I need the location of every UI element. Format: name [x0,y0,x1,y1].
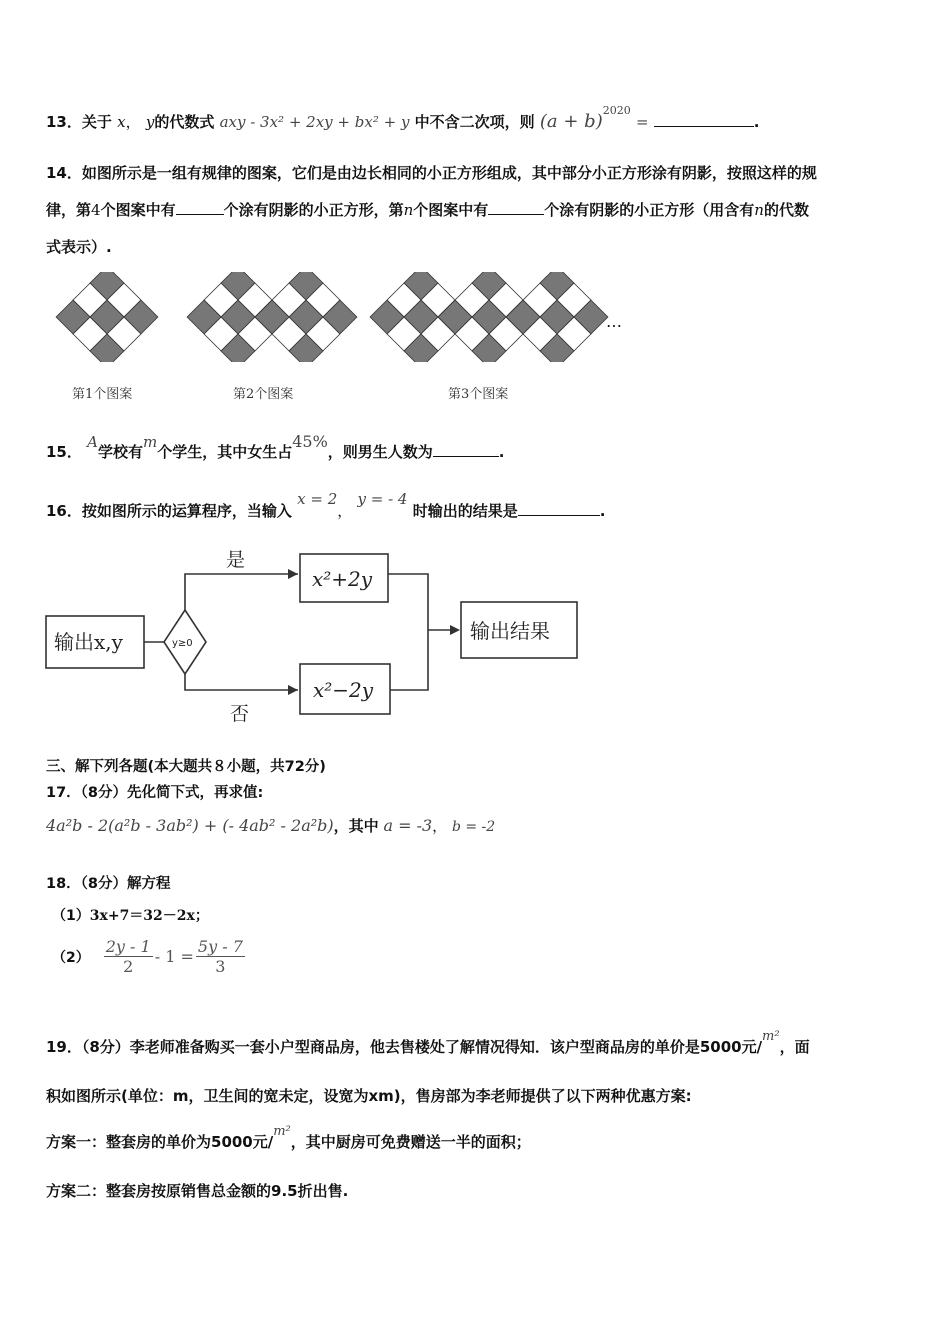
q13-number: 13． [46,113,82,131]
q18-part2: （2） $\frac{2y - 1}{2}$ - 1 = $\frac{5y - 7}{3}$ [52,937,243,976]
q17-header: 17．（8分）先化简下式，再求值: [46,785,264,801]
q16: 16．按如图所示的运算程序，当输入 x = 2， y = - 4 时输出的结果是 . [46,490,606,520]
pattern-2 [187,272,357,362]
q13-var-y: y [145,113,155,131]
q15: 15． A学校有m个学生，其中女生占45%，则男生人数为 . [46,432,505,461]
q13-expression: axy - 3x² + 2xy + bx² + y [219,113,410,131]
q14-patterns [50,272,650,362]
q14-blank-1[interactable] [176,200,224,215]
q17-body: 4a²b - 2(a²b - 3ab²) + (- 4ab² - 2a²b)，其中 a = -3， b = -2 [46,816,496,835]
q13-answer-blank[interactable] [654,112,754,127]
q13-power-base: $(a + b)^{2020}$ [539,104,631,132]
q19-line1: 19．（8分）李老师准备购买一套小户型商品房，他去售楼处了解情况得知．该户型商品房的单价是5000元/m²，面 [46,1029,810,1056]
q18-fraction-2: $\frac{5y - 7}{3}$ [197,937,243,976]
q19-plan1: 方案一：整套房的单价为5000元/m²，其中厨房可免费赠送一半的面积； [46,1124,531,1151]
flow-top-expr: x²+2y [312,567,373,591]
q14-blank-2[interactable] [488,200,544,215]
q15-answer-blank[interactable] [433,442,499,457]
q14-line3: 式表示）. [46,238,112,256]
flow-bottom-expr: x²−2y [313,678,374,702]
pattern-3 [370,272,608,362]
q14-number: 14． [46,164,82,182]
q17-expression: 4a²b - 2(a²b - 3ab²) + (- 4ab² - 2a²b) [46,816,334,835]
q16-flowchart [40,540,590,730]
q14-caption-2: 第2个图案 [233,387,294,402]
q14-line2: 律，第4个图案中有 个涂有阴影的小正方形，第n个图案中有 个涂有阴影的小正方形（用含有n的代数 [46,201,809,219]
section-3-title: 三、解下列各题(本大题共８小题，共72分) [46,759,326,775]
pattern-1 [56,272,158,362]
q13: 13．关于 x， y的代数式 axy - 3x² + 2xy + bx² + y 中不含二次项，则 $(a + b)^{2020}$ = . [46,104,760,132]
q14-caption-1: 第1个图案 [72,387,133,402]
q18-header: 18．（8分）解方程 [46,876,171,892]
flow-no-label: 否 [230,703,250,725]
q14-ellipsis: … [606,312,622,331]
q13-var-x: x [117,113,126,131]
q15-number: 15． [46,443,82,461]
q16-answer-blank[interactable] [518,501,600,516]
q16-number: 16． [46,502,82,520]
q14-caption-3: 第3个图案 [448,387,509,402]
q19-line2: 积如图所示(单位：m，卫生间的宽未定，设宽为xm)，售房部为李老师提供了以下两种优惠方案: [46,1087,692,1105]
q18-fraction-1: $\frac{2y - 1}{2}$ [105,937,151,976]
q14-line1: 14．如图所示是一组有规律的图案，它们是由边长相同的小正方形组成，其中部分小正方形涂有阴影，按照这样的规 [46,164,817,182]
flow-condition-label: y≥0 [172,638,193,649]
flow-input-label: 输出x,y [54,630,123,654]
q18-part1: （1）3x+7＝32－2x； [52,908,209,924]
flow-output-label: 输出结果 [470,619,550,643]
q19-plan2: 方案二：整套房按原销售总金额的9.5折出售. [46,1182,349,1200]
flow-yes-label: 是 [226,549,246,571]
